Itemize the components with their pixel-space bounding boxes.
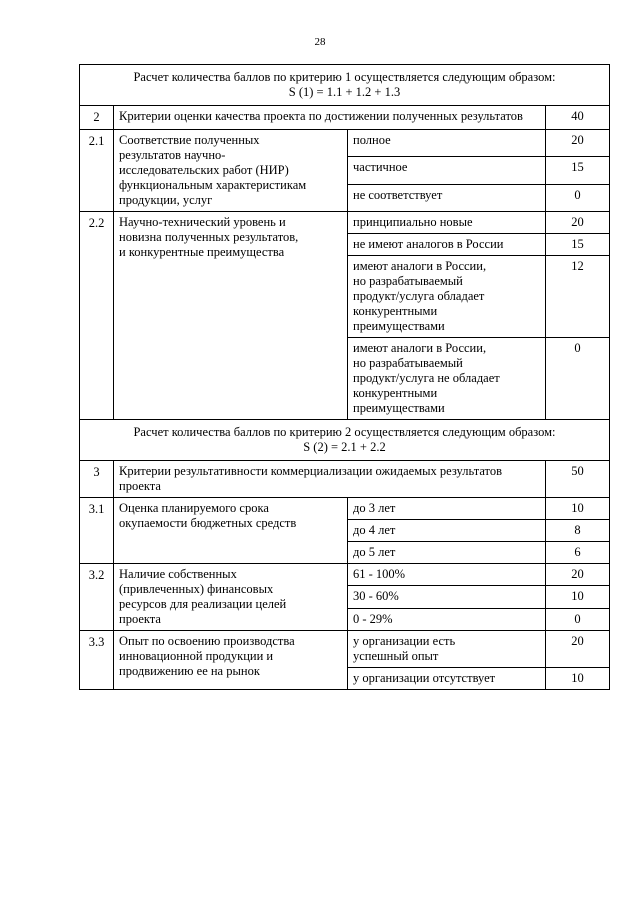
text-line: имеют аналоги в России,	[353, 259, 487, 273]
option-label	[348, 542, 546, 564]
sub-criterion-number: 3.1	[80, 498, 114, 564]
option-points: 10	[546, 498, 610, 520]
page-number: 28	[314, 36, 326, 48]
text-line: 30 - 60%	[353, 589, 399, 604]
text-line: (привлеченных) финансовых	[119, 582, 274, 596]
sub-criterion-row	[80, 631, 610, 668]
text-line: конкурентными	[353, 386, 438, 400]
text-line: S (1) = 1.1 + 1.2 + 1.3	[288, 85, 401, 99]
sub-criterion-number: 2.2	[80, 212, 114, 420]
criterion-name: Критерии результативности коммерциализации ожидаемых результатов проекта	[114, 461, 546, 498]
text-line: Научно-технический уровень и	[119, 215, 286, 229]
option-label	[348, 256, 546, 338]
criterion-number: 2	[80, 106, 114, 130]
option-label	[348, 130, 546, 157]
text-line: Расчет количества баллов по критерию 2 осуществляется следующим образом:	[133, 425, 556, 439]
text-line: имеют аналоги в России,	[353, 341, 487, 355]
text-line: ресурсов для реализации целей	[119, 597, 287, 611]
option-label	[348, 668, 546, 690]
criterion-name: Критерии оценки качества проекта по достижении полученных результатов	[114, 106, 546, 130]
criterion-max-points: 40	[546, 106, 610, 130]
text-line: успешный опыт	[353, 649, 439, 663]
text-line: результатов научно-	[119, 148, 226, 162]
option-label	[348, 338, 546, 420]
sub-criterion-row	[80, 130, 610, 157]
option-label	[348, 631, 546, 668]
text-line: не имеют аналогов в России	[353, 237, 504, 251]
option-points: 10	[546, 668, 610, 690]
option-label	[348, 157, 546, 184]
text-line: и конкурентные преимущества	[119, 245, 285, 259]
text-line: преимуществами	[353, 319, 445, 333]
calc-formula-row	[80, 420, 610, 461]
criterion-header-row	[80, 106, 610, 130]
option-points: 10	[546, 586, 610, 608]
sub-criterion-row	[80, 498, 610, 520]
option-points: 0	[546, 338, 610, 420]
text-line: Опыт по освоению производства	[119, 634, 295, 648]
criteria-table	[79, 64, 610, 690]
text-line: 61 - 100%	[353, 567, 406, 581]
sub-criterion-row	[80, 564, 610, 586]
sub-criterion-name	[114, 130, 348, 212]
text-line: 0 - 29%	[353, 611, 393, 626]
sub-criterion-number: 3.3	[80, 631, 114, 690]
text-line: до 4 лет	[353, 523, 396, 537]
option-points: 0	[546, 608, 610, 630]
option-points: 20	[546, 130, 610, 157]
text-line: но разрабатываемый	[353, 274, 463, 288]
option-points: 20	[546, 564, 610, 586]
text-line: до 3 лет	[353, 501, 396, 515]
option-points: 15	[546, 234, 610, 256]
option-points: 20	[546, 212, 610, 234]
calc-formula	[80, 65, 610, 106]
text-line: продукт/услуга обладает	[353, 289, 485, 303]
text-line: полное	[353, 133, 391, 147]
calc-formula-row	[80, 65, 610, 106]
text-line: продвижению ее на рынок	[119, 664, 260, 678]
calc-formula	[80, 420, 610, 461]
text-line: у организации есть	[353, 634, 456, 648]
text-line: функциональным характеристикам	[119, 178, 307, 192]
text-line: продукт/услуга не обладает	[353, 371, 500, 385]
text-line: Наличие собственных	[119, 567, 237, 581]
sub-criterion-name	[114, 564, 348, 631]
text-line: конкурентными	[353, 304, 438, 318]
option-points: 20	[546, 631, 610, 668]
sub-criterion-name	[114, 212, 348, 420]
option-label	[348, 498, 546, 520]
option-label	[348, 608, 546, 630]
text-line: принципиально новые	[353, 215, 473, 229]
option-label	[348, 564, 546, 586]
text-line: Соответствие полученных	[119, 133, 260, 147]
text-line: новизна полученных результатов,	[119, 230, 299, 244]
text-line: исследовательских работ (НИР)	[119, 163, 289, 177]
text-line: до 5 лет	[353, 545, 396, 559]
option-points: 0	[546, 184, 610, 211]
text-line: продукции, услуг	[119, 193, 213, 207]
criterion-max-points: 50	[546, 461, 610, 498]
text-line: частичное	[353, 160, 408, 175]
option-points: 6	[546, 542, 610, 564]
sub-criterion-name	[114, 498, 348, 564]
option-label	[348, 586, 546, 608]
text-line: окупаемости бюджетных средств	[119, 516, 297, 530]
text-line: проекта	[119, 612, 161, 626]
text-line: S (2) = 2.1 + 2.2	[303, 440, 386, 454]
text-line: у организации отсутствует	[353, 671, 496, 685]
text-line: инновационной продукции и	[119, 649, 274, 663]
criterion-header-row	[80, 461, 610, 498]
text-line: не соответствует	[353, 187, 443, 202]
option-points: 12	[546, 256, 610, 338]
text-line: но разрабатываемый	[353, 356, 463, 370]
option-points: 15	[546, 157, 610, 184]
sub-criterion-number: 3.2	[80, 564, 114, 631]
sub-criterion-number: 2.1	[80, 130, 114, 212]
text-line: Оценка планируемого срока	[119, 501, 269, 515]
option-label	[348, 234, 546, 256]
option-label	[348, 212, 546, 234]
option-label	[348, 520, 546, 542]
option-label	[348, 184, 546, 211]
option-points: 8	[546, 520, 610, 542]
sub-criterion-name	[114, 631, 348, 690]
criterion-number: 3	[80, 461, 114, 498]
text-line: Расчет количества баллов по критерию 1 осуществляется следующим образом:	[133, 70, 556, 84]
text-line: преимуществами	[353, 401, 445, 415]
sub-criterion-row	[80, 212, 610, 234]
